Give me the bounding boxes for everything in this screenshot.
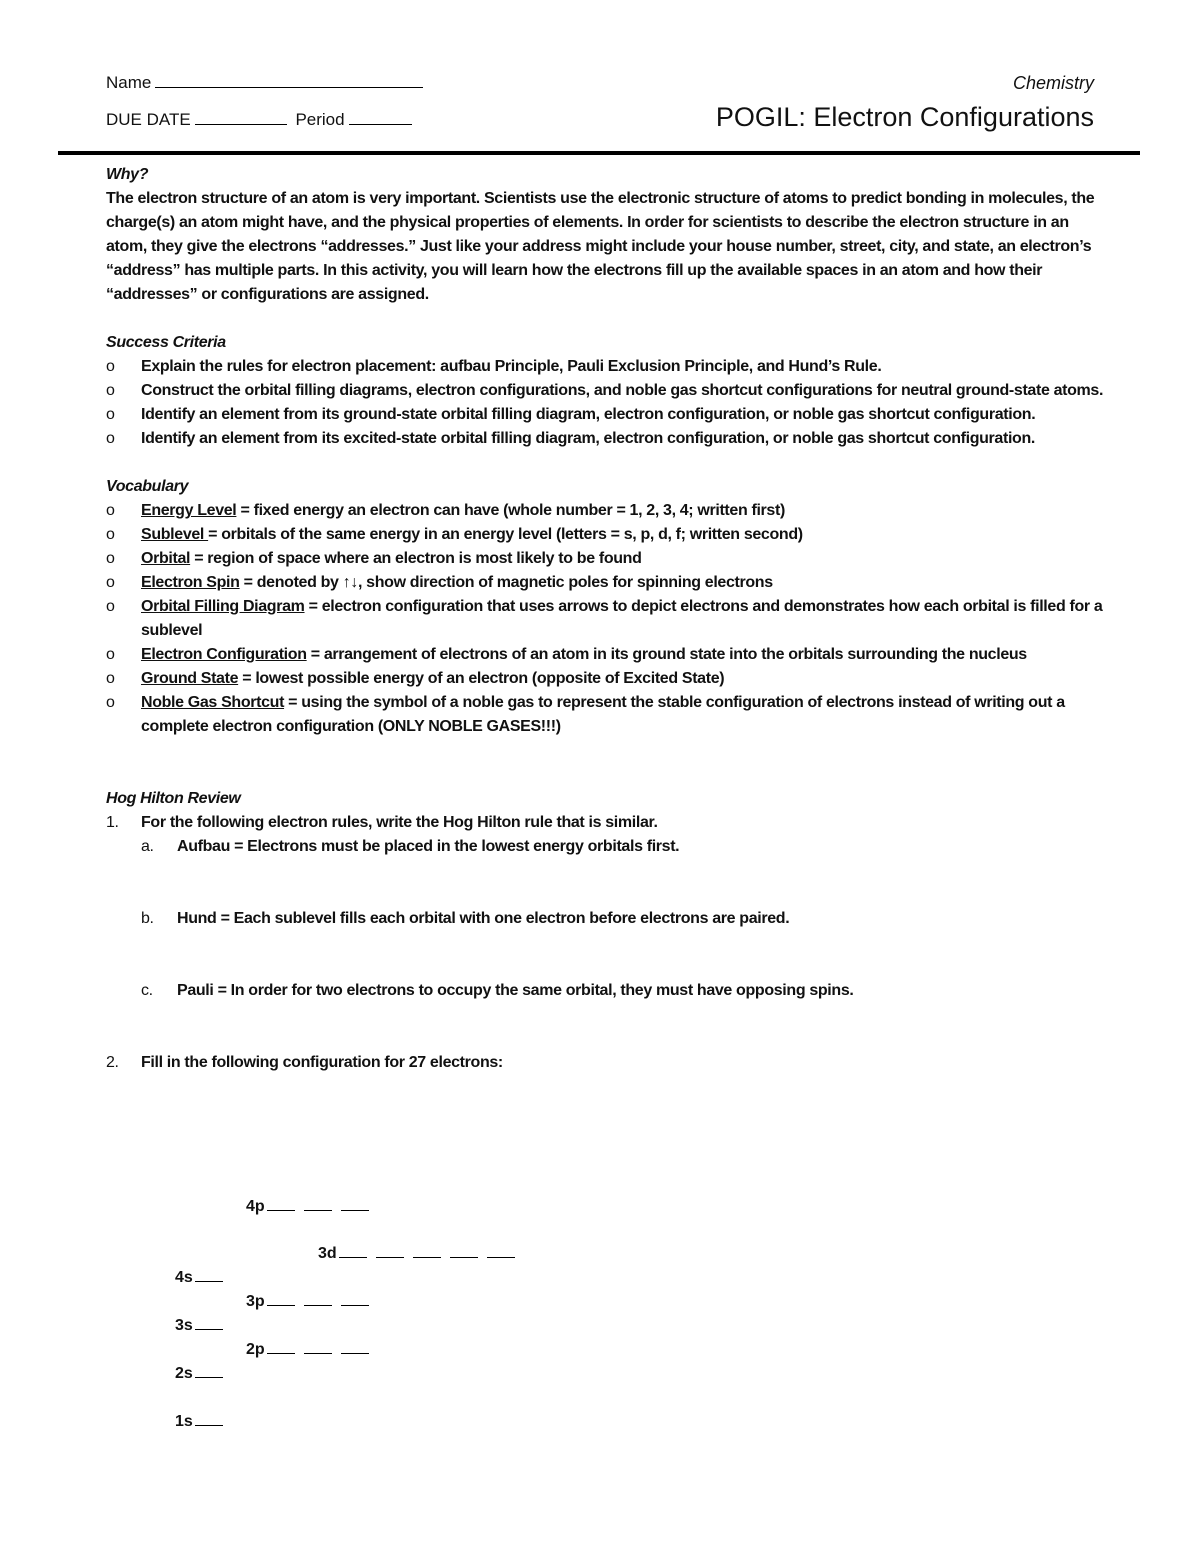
orbital-row-4p	[246, 1195, 369, 1219]
part-letter: b.	[141, 910, 154, 927]
list-item: o Construct the orbital filling diagrams, electron configurations, and noble gas shortcut configurations for neutral ground-state atoms.	[106, 379, 1106, 403]
list-item: o Identify an element from its excited-state orbital filling diagram, electron configuration, or noble gas shortcut configuration.	[106, 427, 1106, 451]
part-text: Aufbau = Electrons must be placed in the lowest energy orbitals first.	[177, 838, 680, 855]
orbital-blank[interactable]	[487, 1242, 515, 1258]
orbital-label: 2s	[175, 1365, 193, 1382]
list-item	[106, 643, 1106, 667]
name-blank[interactable]	[155, 73, 423, 88]
part-letter: c.	[141, 982, 153, 999]
orbital-blank[interactable]	[267, 1338, 295, 1354]
success-criteria-heading: Success Criteria	[106, 334, 226, 351]
orbital-blank[interactable]	[341, 1290, 369, 1306]
question-number: 2.	[106, 1054, 119, 1071]
orbital-label: 3s	[175, 1317, 193, 1334]
orbital-row-2s	[175, 1362, 223, 1386]
vocab-term: Noble Gas Shortcut	[141, 694, 285, 711]
orbital-row-2p	[246, 1338, 369, 1362]
orbital-blank[interactable]	[195, 1314, 223, 1330]
orbital-row-3d	[318, 1242, 515, 1266]
question-part	[106, 835, 1106, 859]
orbital-blank[interactable]	[341, 1195, 369, 1211]
question-part	[106, 907, 1106, 931]
page-title: POGIL: Electron Configurations	[715, 102, 1094, 132]
vocab-definition: = arrangement of electrons of an atom in its ground state into the orbitals surrounding the nucleus	[306, 646, 1027, 663]
orbital-label: 4p	[246, 1198, 265, 1215]
vocab-term: Orbital Filling Diagram	[141, 598, 305, 615]
why-text: The electron structure of an atom is very important. Scientists use the electronic structure of atoms to predict bonding in molecules, the charge(s) an atom might have, and the physical properties of elements. In order for scientists to describe the electron structure in an atom, they give the electrons “addresses.” Just like your address might include your house number, street, city, and state, an electron’s “address” has multiple parts. In this activity, you will learn how the electrons fill up the available spaces in an atom and how their “addresses” or configurations are assigned.	[106, 190, 1095, 303]
orbital-blank[interactable]	[339, 1242, 367, 1258]
list-item	[106, 667, 1106, 691]
why-heading: Why?	[106, 166, 149, 183]
part-text: Pauli = In order for two electrons to occupy the same orbital, they must have opposing spins.	[177, 982, 854, 999]
vocab-term: Orbital	[141, 550, 191, 567]
question-text: Fill in the following configuration for 27 electrons:	[141, 1054, 503, 1071]
orbital-blank[interactable]	[304, 1290, 332, 1306]
orbital-blank[interactable]	[376, 1242, 404, 1258]
period-label: Period	[295, 110, 345, 129]
list-item	[106, 595, 1106, 643]
due-date-blank[interactable]	[195, 110, 287, 125]
header-divider	[58, 151, 1140, 155]
orbital-label: 3p	[246, 1293, 265, 1310]
orbital-blank[interactable]	[450, 1242, 478, 1258]
vocab-term: Sublevel	[141, 526, 209, 543]
vocab-definition: = orbitals of the same energy in an energy level (letters = s, p, d, f; written second)	[208, 526, 803, 543]
vocab-definition: = denoted by ↑↓, show direction of magnetic poles for spinning electrons	[239, 574, 773, 591]
due-date-label: DUE DATE	[106, 110, 191, 129]
vocab-term: Energy Level	[141, 502, 237, 519]
vocab-term: Electron Spin	[141, 574, 240, 591]
question-2	[106, 1051, 1106, 1075]
orbital-blank[interactable]	[304, 1195, 332, 1211]
orbital-blank[interactable]	[341, 1338, 369, 1354]
worksheet-body	[106, 163, 1106, 1075]
part-letter: a.	[141, 838, 154, 855]
question-number: 1.	[106, 814, 119, 831]
orbital-row-4s	[175, 1266, 223, 1290]
list-item: o Explain the rules for electron placement: aufbau Principle, Pauli Exclusion Principle, and Hund’s Rule.	[106, 355, 1106, 379]
vocab-definition: = electron configuration that uses arrows to depict electrons and demonstrates how each orbital is filled for a sublevel	[141, 598, 1103, 639]
orbital-label: 4s	[175, 1269, 193, 1286]
question-1-parts	[106, 835, 1106, 1003]
question-list-2	[106, 1051, 1106, 1075]
period-blank[interactable]	[349, 110, 412, 125]
orbital-label: 1s	[175, 1413, 193, 1430]
vocab-definition: = region of space where an electron is most likely to be found	[190, 550, 642, 567]
list-item	[106, 691, 1106, 739]
list-item	[106, 499, 1106, 523]
vocabulary-list	[106, 499, 1106, 739]
question-1	[106, 811, 1106, 835]
vocab-definition: = fixed energy an electron can have (whole number = 1, 2, 3, 4; written first)	[236, 502, 785, 519]
question-text: For the following electron rules, write the Hog Hilton rule that is similar.	[141, 814, 658, 831]
hog-hilton-heading: Hog Hilton Review	[106, 790, 241, 807]
name-field[interactable]	[106, 73, 423, 93]
vocab-definition: = using the symbol of a noble gas to represent the stable configuration of electrons instead of writing out a complete electron configuration (ONLY NOBLE GASES!!!)	[141, 694, 1065, 735]
name-label: Name	[106, 73, 152, 92]
list-item	[106, 571, 1106, 595]
orbital-row-1s	[175, 1410, 223, 1434]
part-text: Hund = Each sublevel fills each orbital with one electron before electrons are paired.	[177, 910, 790, 927]
orbital-blank[interactable]	[267, 1195, 295, 1211]
orbital-blank[interactable]	[195, 1266, 223, 1282]
due-period-fields	[106, 110, 412, 130]
orbital-blank[interactable]	[195, 1362, 223, 1378]
orbital-label: 3d	[318, 1245, 337, 1262]
vocab-term: Electron Configuration	[141, 646, 307, 663]
vocab-term: Ground State	[141, 670, 239, 687]
question-part	[106, 979, 1106, 1003]
list-item: o Identify an element from its ground-state orbital filling diagram, electron configuration, or noble gas shortcut configuration.	[106, 403, 1106, 427]
orbital-label: 2p	[246, 1341, 265, 1358]
question-list	[106, 811, 1106, 835]
orbital-blank[interactable]	[195, 1410, 223, 1426]
subject-label: Chemistry	[1012, 73, 1094, 93]
list-item	[106, 523, 1106, 547]
vocabulary-heading: Vocabulary	[106, 478, 189, 495]
list-item	[106, 547, 1106, 571]
vocab-definition: = lowest possible energy of an electron (opposite of Excited State)	[238, 670, 725, 687]
orbital-row-3p	[246, 1290, 369, 1314]
success-criteria-list	[106, 355, 1106, 451]
orbital-blank[interactable]	[267, 1290, 295, 1306]
orbital-blank[interactable]	[304, 1338, 332, 1354]
orbital-blank[interactable]	[413, 1242, 441, 1258]
orbital-row-3s	[175, 1314, 223, 1338]
why-paragraph	[106, 187, 1106, 307]
